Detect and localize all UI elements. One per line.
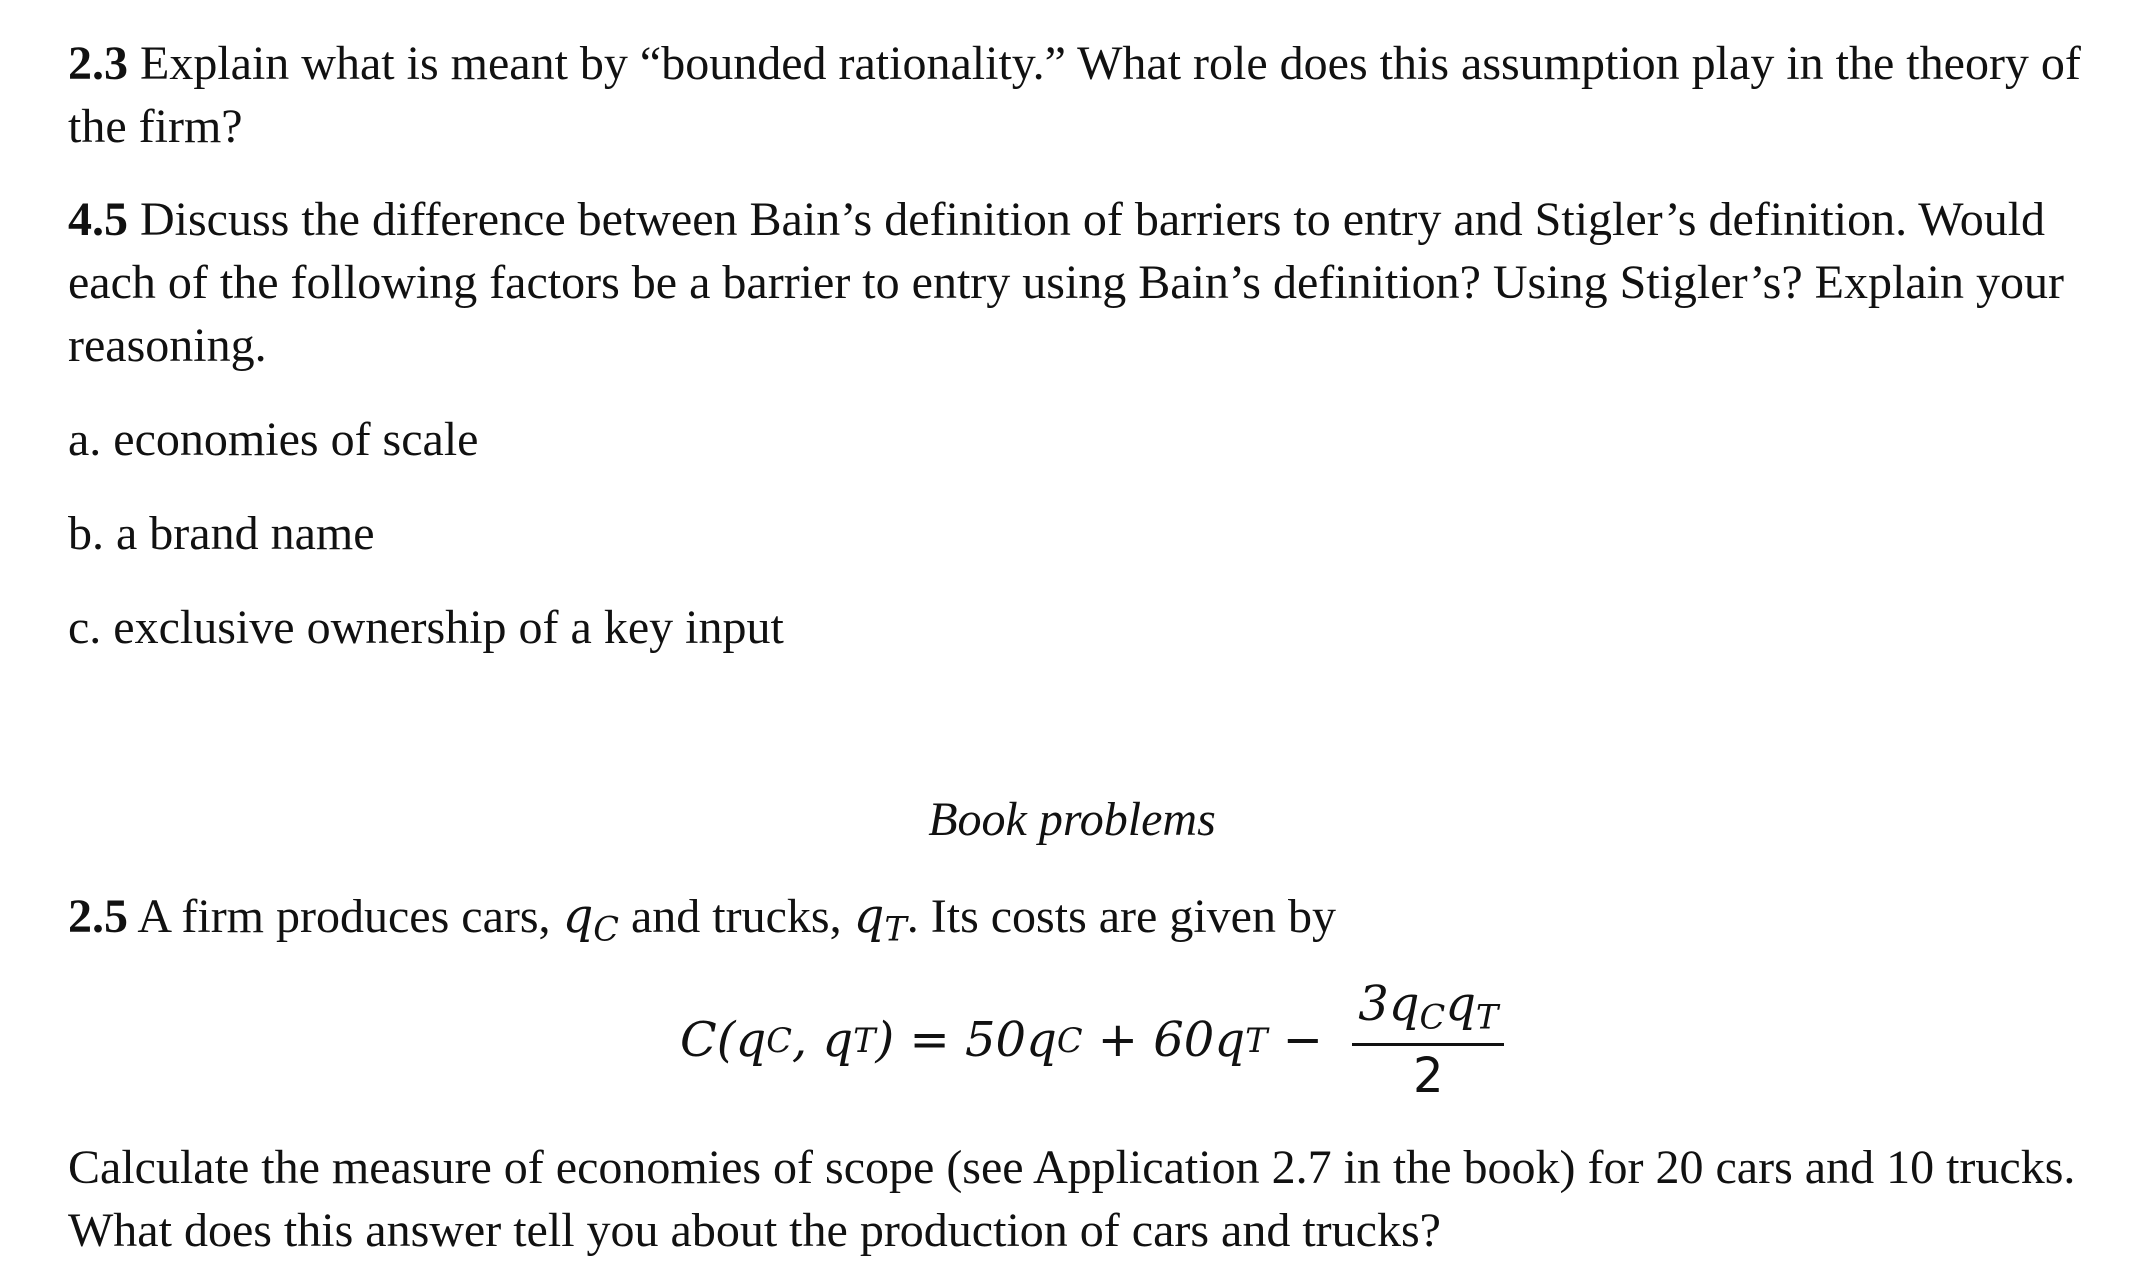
question-2-5-followup: Calculate the measure of economies of scope (see Application 2.7 in the book) for 20 cars and 10 trucks. What does this answer tell you about the production of cars and trucks?	[68, 1141, 2076, 1257]
cost-equation: C(q C , q T ) = 50q C + 60q T − $\frac{3q_Cq_T}{2}$	[680, 975, 1504, 1105]
question-2-5: 2.5 A firm produces cars, $q_C$ and trucks, $q_T$. Its costs are given by	[68, 888, 1336, 949]
question-number: 2.5	[68, 890, 128, 943]
var-qc: $q_C$	[562, 888, 619, 949]
list-item-b: b. a brand name	[68, 507, 375, 560]
question-number: 4.5	[68, 193, 128, 246]
list-item-c: c. exclusive ownership of a key input	[68, 601, 784, 654]
question-2-3	[68, 32, 2088, 158]
list-item-a: a. economies of scale	[68, 413, 479, 466]
question-4-5	[68, 188, 2088, 377]
section-heading: Book problems	[928, 793, 1216, 846]
question-text: Explain what is meant by “bounded rationality.” What role does this assumption play in the theory of the firm?	[68, 37, 2081, 153]
fraction: $\frac{3q_Cq_T}{2}$	[1352, 976, 1504, 1103]
question-number: 2.3	[68, 37, 128, 90]
question-text: Discuss the difference between Bain’s definition of barriers to entry and Stigler’s definition. Would each of the following factors be a barrier to entry using Bain’s definition? Using Stigler’s? Explain your reasoning.	[68, 193, 2064, 372]
var-qt: $q_T$	[853, 888, 907, 949]
